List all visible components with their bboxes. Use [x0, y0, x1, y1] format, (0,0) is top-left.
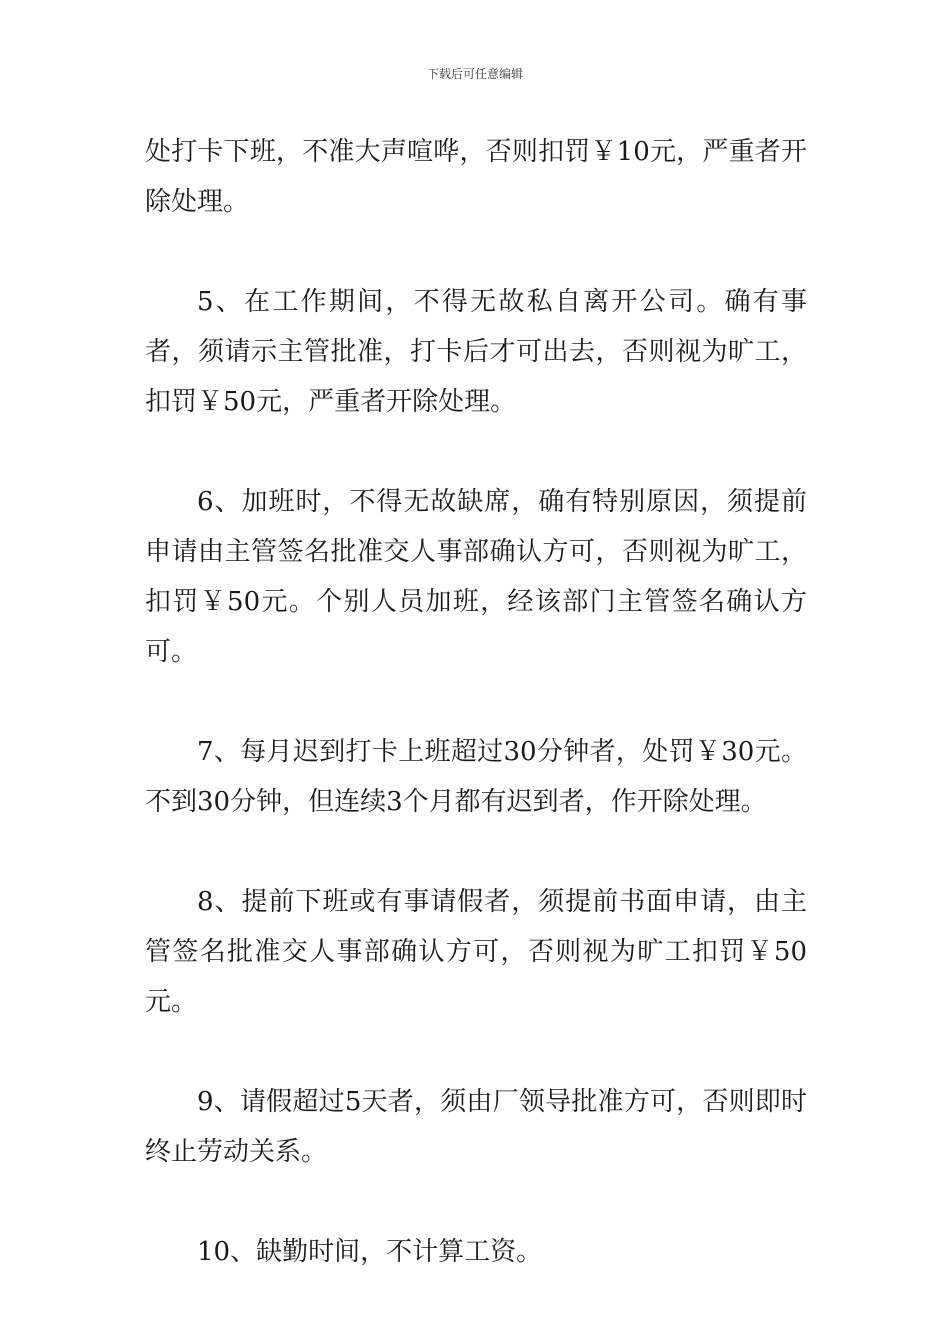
document-body — [145, 127, 807, 1327]
paragraph-continuation: 处打卡下班，不准大声喧哗，否则扣罚￥10元，严重者开除处理。 — [145, 137, 807, 217]
page-header: 下载后可任意编辑 — [426, 67, 523, 81]
paragraph-rule-7: 7、每月迟到打卡上班超过30分钟者，处罚￥30元。不到30分钟，但连续3个月都有迟到者，作开除处理。 — [145, 737, 807, 817]
paragraph-rule-8: 8、提前下班或有事请假者，须提前书面申请，由主管签名批准交人事部确认方可，否则视为旷工扣罚￥50元。 — [145, 887, 807, 1017]
paragraph-rule-9: 9、请假超过5天者，须由厂领导批准方可，否则即时终止劳动关系。 — [145, 1087, 807, 1167]
paragraph-rule-10: 10、缺勤时间，不计算工资。 — [197, 1237, 543, 1267]
paragraph-rule-6: 6、加班时，不得无故缺席，确有特别原因，须提前申请由主管签名批准交人事部确认方可，否则视为旷工，扣罚￥50元。个别人员加班，经该部门主管签名确认方可。 — [145, 487, 807, 667]
paragraph-rule-5: 5、在工作期间，不得无故私自离开公司。确有事者，须请示主管批准，打卡后才可出去，否则视为旷工，扣罚￥50元，严重者开除处理。 — [145, 287, 807, 417]
